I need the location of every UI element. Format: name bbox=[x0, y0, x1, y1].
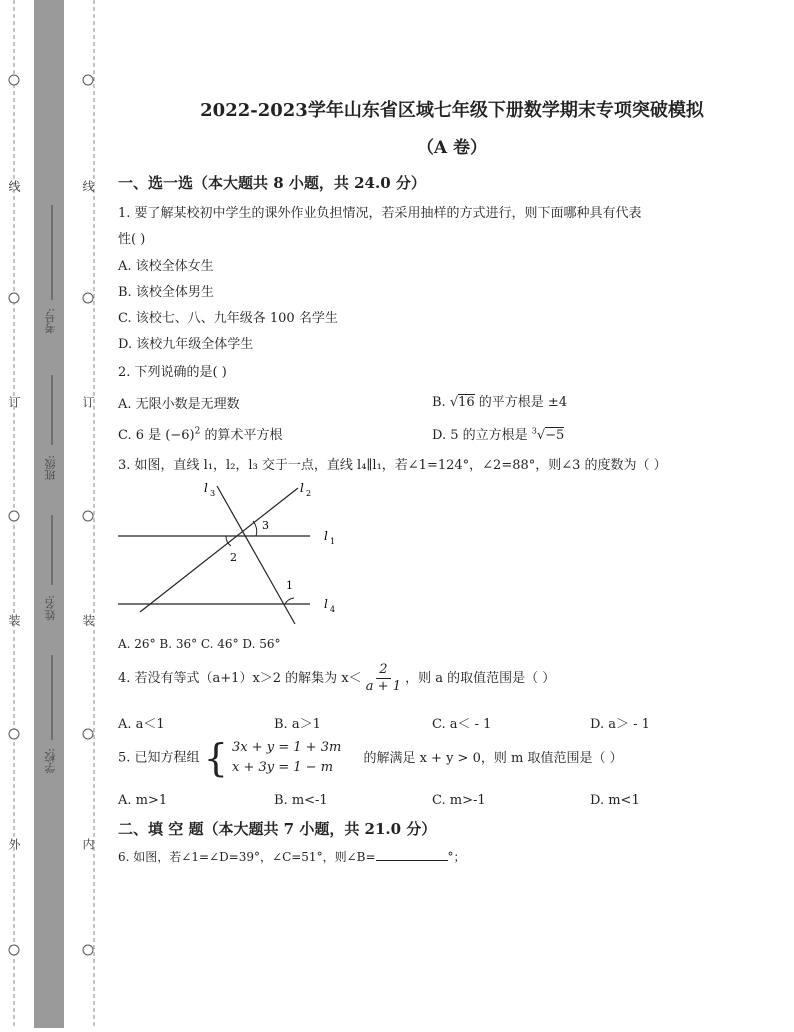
q1-option-b: B. 该校全体男生 bbox=[118, 285, 214, 300]
q2-option-c-suffix: 的算术平方根 bbox=[200, 428, 283, 443]
q2-option-c-exponent: 2 bbox=[194, 426, 201, 437]
angle-1-arc bbox=[285, 598, 294, 604]
label-l2: l bbox=[300, 481, 304, 495]
q4-option-b: B. a＞1 bbox=[274, 717, 321, 732]
q3-stem: 3. 如图，直线 l₁，l₂，l₃ 交于一点，直线 l₄∥l₁，若∠1=124°，∠2=88°，则∠3 的度数为（ ） bbox=[118, 458, 667, 473]
q4-fraction-numerator: 2 bbox=[376, 662, 390, 679]
q2-option-d-prefix: D. 5 的立方根是 bbox=[432, 428, 532, 443]
binding-inner-char-1: 线 bbox=[81, 180, 95, 192]
q4-option-a: A. a＜1 bbox=[118, 717, 165, 732]
binding-margin bbox=[0, 0, 110, 1028]
label-l2-sub: 2 bbox=[306, 489, 312, 498]
binding-inner-char-2: 订 bbox=[81, 396, 95, 408]
q5-equation-system bbox=[232, 738, 341, 778]
q5-equation-2: x + 3y = 1 − m bbox=[232, 760, 334, 775]
label-l1: l bbox=[324, 529, 328, 543]
label-l1-sub: 1 bbox=[330, 537, 336, 546]
binding-outer-char-3: 装 bbox=[7, 614, 21, 626]
q2-stem: 2. 下列说确的是( ) bbox=[118, 365, 227, 380]
field-class: 班级: bbox=[44, 455, 57, 481]
q5-brace: { bbox=[203, 736, 228, 780]
q1-option-a: A. 该校全体女生 bbox=[118, 259, 214, 274]
q4-option-c: C. a＜ - 1 bbox=[432, 717, 492, 732]
q2-option-b bbox=[432, 391, 567, 410]
q4-option-d: D. a＞ - 1 bbox=[590, 717, 650, 732]
q1-option-c: C. 该校七、八、九年级各 100 名学生 bbox=[118, 311, 338, 326]
q2-option-c-base: (−6) bbox=[165, 428, 195, 443]
binding-outer-char-4: 外 bbox=[7, 838, 21, 850]
label-l4: l bbox=[324, 597, 328, 611]
q1-option-d: D. 该校九年级全体学生 bbox=[118, 337, 254, 352]
cube-root-sign: √ bbox=[536, 428, 546, 443]
q6-stem bbox=[118, 848, 466, 865]
q4-stem bbox=[118, 662, 555, 695]
q2-option-d-root-index: 3 bbox=[531, 426, 537, 436]
field-school: 学校: bbox=[44, 748, 57, 774]
q5-stem bbox=[118, 738, 623, 778]
binding-strip bbox=[0, 0, 110, 1028]
q5-option-c: C. m>-1 bbox=[432, 793, 486, 808]
q4-fraction-denominator: a + 1 bbox=[365, 679, 401, 694]
q2-option-b-prefix: B. bbox=[432, 395, 450, 410]
q2-option-c bbox=[118, 424, 282, 443]
angle-2-label: 2 bbox=[230, 551, 237, 564]
page-title: 2022-2023学年山东省区域七年级下册数学期末专项突破模拟 bbox=[200, 100, 704, 121]
q2-option-b-radicand: 16 bbox=[458, 395, 475, 410]
label-l4-sub: 4 bbox=[330, 605, 336, 614]
q3-figure bbox=[110, 476, 350, 624]
binding-inner-char-4: 内 bbox=[81, 838, 95, 850]
q2-option-d bbox=[432, 424, 564, 443]
q1-stem-line1: 1. 要了解某校初中学生的课外作业负担情况，若采用抽样的方式进行，则下面哪种具有代表 bbox=[118, 206, 642, 221]
exam-paper bbox=[110, 0, 794, 1028]
q5-option-b: B. m<-1 bbox=[274, 793, 328, 808]
sqrt-sign: √ bbox=[449, 395, 459, 410]
q5-option-a: A. m>1 bbox=[118, 793, 168, 808]
angle-3-label: 3 bbox=[262, 519, 269, 532]
binding-band bbox=[34, 0, 64, 1028]
q5-stem-suffix: 的解满足 x + y > 0，则 m 取值范围是（ ） bbox=[363, 750, 623, 766]
q4-stem-prefix: 4. 若没有等式（a+1）x＞2 的解集为 x＜ bbox=[118, 671, 362, 686]
q6-stem-suffix: °； bbox=[447, 850, 466, 864]
label-l3-sub: 3 bbox=[210, 489, 216, 498]
q4-stem-suffix: ，则 a 的取值范围是（ ） bbox=[405, 671, 556, 686]
line-l2 bbox=[140, 488, 298, 612]
q5-option-d: D. m<1 bbox=[590, 793, 640, 808]
q2-option-a: A. 无限小数是无理数 bbox=[118, 397, 240, 412]
section-2-heading: 二、填 空 题（本大题共 7 小题，共 21.0 分） bbox=[118, 820, 437, 838]
page-subtitle: （A 卷） bbox=[416, 138, 488, 158]
section-1-heading: 一、选一选（本大题共 8 小题，共 24.0 分） bbox=[118, 174, 426, 192]
q1-stem-line2: 性( ) bbox=[118, 232, 146, 247]
line-l3 bbox=[217, 486, 295, 624]
label-l3: l bbox=[204, 481, 208, 495]
field-exam-number: 考号: bbox=[44, 308, 57, 334]
binding-inner-char-3: 装 bbox=[81, 614, 95, 626]
field-name: 姓名: bbox=[44, 595, 57, 621]
q6-answer-blank[interactable] bbox=[376, 848, 448, 861]
angle-1-label: 1 bbox=[286, 579, 293, 592]
q2-option-b-suffix: 的平方根是 ±4 bbox=[474, 395, 568, 410]
q2-option-d-radicand: −5 bbox=[545, 428, 565, 443]
q4-fraction bbox=[366, 662, 401, 695]
binding-outer-char-2: 订 bbox=[7, 396, 21, 408]
q6-stem-prefix: 6. 如图，若∠1=∠D=39°，∠C=51°，则∠B= bbox=[118, 850, 376, 864]
binding-outer-char-1: 线 bbox=[7, 180, 21, 192]
q5-equation-1: 3x + y = 1 + 3m bbox=[232, 740, 342, 755]
q2-option-c-prefix: C. 6 是 bbox=[118, 428, 166, 443]
q3-options: A. 26° B. 36° C. 46° D. 56° bbox=[118, 637, 281, 651]
q5-stem-prefix: 5. 已知方程组 bbox=[118, 750, 200, 766]
